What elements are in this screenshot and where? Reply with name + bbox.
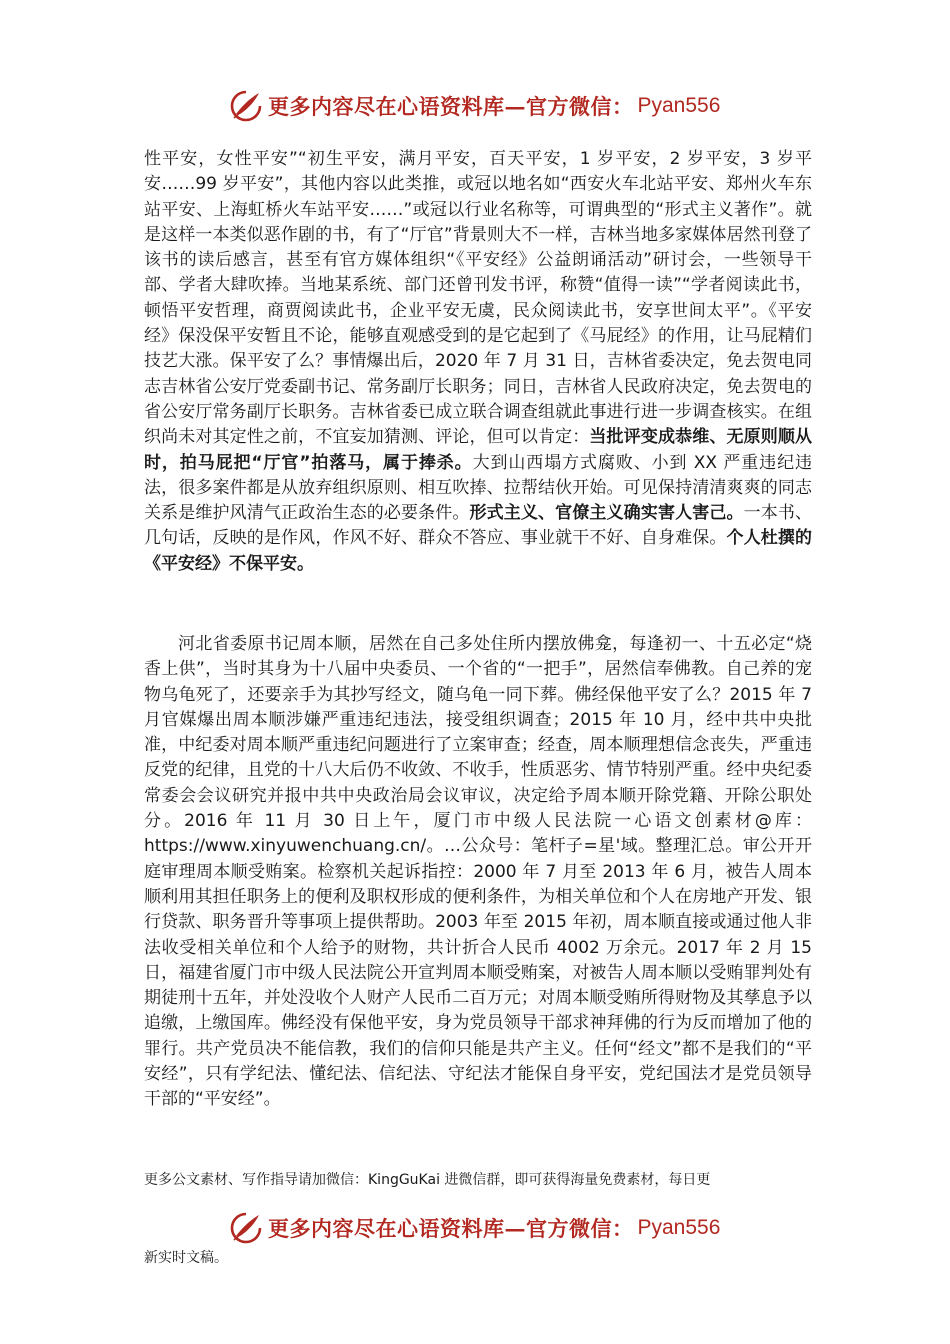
quill-circle-logo-icon: [228, 1210, 264, 1246]
banner-text-cn: 更多内容尽在心语资料库—官方微信：: [268, 1216, 634, 1241]
paragraph-1: [144, 147, 812, 577]
footer-banner: [228, 1208, 720, 1248]
paragraph-1-text-1: 性平安，女性平安”“初生平安，满月平安，百天平安，1 岁平安，2 岁平安，3 岁平安……99 岁平安”，其他内容以此类推，或冠以地名如“西安火车北站平安、郑州火车东站平安、上海虹桥火车站平安……”或冠以行业名称等，可谓典型的“形式主义著作”。就是这样一本类似恶作剧的书，有了“厅官”背景则大不一样，吉林当地多家媒体居然刊登了该书的读后感言，甚至有官方媒体组织“《平安经》公益朗诵活动”研讨会，一些领导干部、学者大肆吹捧。当地某系统、部门还曾刊发书评，称赞“值得一读”“学者阅读此书，顿悟平安哲理，商贾阅读此书，企业平安无虞，民众阅读此书，安享世间太平”。《平安经》保没保平安暂且不论，能够直观感受到的是它起到了《马屁经》的作用，让马屁精们技艺大涨。保平安了么？事情爆出后，2020 年 7 月 31 日，吉林省委决定，免去贺电同志吉林省公安厅党委副书记、常务副厅长职务；同日，吉林省人民政府决定，免去贺电的省公安厅常务副厅长职务。吉林省委已成立联合调查组就此事进行进一步调查核实。在组织尚未对其定性之前，不宜妄加猜测、评论，但可以肯定：: [144, 149, 812, 448]
paragraph-1-bold-2: 形式主义、官僚主义确实害人害己。: [469, 503, 744, 524]
paragraph-1-bold-1: 当批评变成恭维、无原则顺从时，拍马屁把“厅官”拍落马，属于捧杀。: [144, 427, 813, 473]
paragraph-2: 河北省委原书记周本顺，居然在自己多处住所内摆放佛龛，每逢初一、十五必定“烧香上供”，当时其身为十八届中央委员、一个省的“一把手”，居然信奉佛教。自己养的宠物乌龟死了，还要亲手为其抄写经文，随乌龟一同下葬。佛经保他平安了么？2015 年 7 月官媒爆出周本顺涉嫌严重违纪违法，接受组织调查；2015 年 10 月，经中共中央批准，中纪委对周本顺严重违纪问题进行了立案审查；经查，周本顺理想信念丧失，严重违反党的纪律，且党的十八大后仍不收敛、不收手，性质恶劣、情节特别严重。经中央纪委常委会会议研究并报中共中央政治局会议审议，决定给予周本顺开除党籍、开除公职处分。2016 年 11 月 30 日上午，厦门市中级人民法院一心语文创素材@库：https://www.xinyuwenchuang.cn/。…公众号：笔杆子=星'域。整理汇总。审公开开庭审理周本顺受贿案。检察机关起诉指控：2000 年 7 月至 2013 年 6 月，被告人周本顺利用其担任职务上的便利及职权形成的便利条件，为相关单位和个人在房地产开发、银行贷款、职务晋升等事项上提供帮助。2003 年至 2015 年初，周本顺直接或通过他人非法收受相关单位和个人给予的财物，共计折合人民币 4002 万余元。2017 年 2 月 15 日，福建省厦门市中级人民法院公开宣判周本顺受贿案，对被告人周本顺以受贿罪判处有期徒刑十五年，并处没收个人财产人民币二百万元；对周本顺受贿所得财物及其孳息予以追缴，上缴国库。佛经没有保他平安，身为党员领导干部求神拜佛的行为反而增加了他的罪行。共产党员决不能信教，我们的信仰只能是共产主义。任何“经文”都不是我们的“平安经”，只有学纪法、懂纪法、信纪法、守纪法才能保自身平安，党纪国法才是党员领导干部的“平安经”。: [144, 634, 812, 1110]
paragraph-1-bold-3: 个人杜撰的《平安经》不保平安。: [144, 528, 813, 574]
paragraph-1-text-2: 大到山西塌方式腐败、小到 XX 严重违纪违法，很多案件都是从放弃组织原则、相互吹捧、拉帮结伙开始。可见保持清清爽爽的同志关系是维护风清气正政治生态的必要条件。: [144, 452, 812, 524]
banner-text-en: Pyan556: [637, 1216, 721, 1239]
banner-text-en: Pyan556: [637, 94, 721, 117]
banner-text-cn: 更多内容尽在心语资料库—官方微信：: [268, 94, 634, 119]
paragraph-1-text-3: 一本书、几句话，反映的是作风，作风不好、群众不答应、事业就干不好、自身难保。: [144, 503, 813, 549]
header-banner: [228, 86, 720, 126]
footer-line-2: 新实时文稿。: [144, 1250, 228, 1266]
footer-line-1: 更多公文素材、写作指导请加微信：KingGuKai 进微信群，即可获得海量免费素材，每日更: [144, 1172, 711, 1188]
quill-circle-logo-icon: [228, 88, 264, 124]
